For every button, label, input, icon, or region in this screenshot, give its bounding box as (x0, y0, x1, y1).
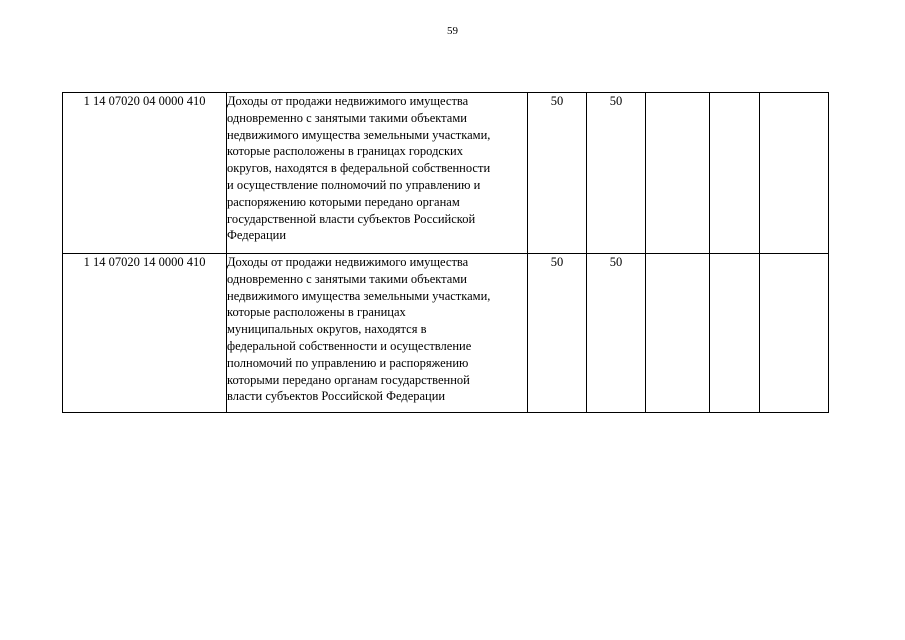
description-line: которые расположены в границах городских (227, 144, 463, 159)
description-line: недвижимого имущества земельными участками, (227, 288, 491, 303)
description-line: Доходы от продажи недвижимого имущества (227, 255, 469, 269)
revenue-code-cell: 1 14 07020 14 0000 410 (63, 254, 227, 413)
value-cell-col3: 50 (528, 254, 587, 413)
table-row (63, 93, 829, 254)
value-cell-col6 (710, 93, 760, 254)
value-cell-col3: 50 (528, 93, 587, 254)
table-row (63, 254, 829, 413)
description-line: одновременно с занятыми такими объектами (227, 110, 467, 125)
page-number: 59 (447, 25, 458, 37)
description-line: Федерации (227, 228, 287, 243)
description-line: которые расположены в границах (227, 305, 406, 320)
revenue-description-cell (227, 93, 528, 254)
description-line: муниципальных округов, находятся в (227, 322, 427, 337)
description-line: Доходы от продажи недвижимого имущества (227, 94, 469, 108)
description-line: и осуществление полномочий по управлению и (227, 177, 481, 192)
description-line: которыми передано органам государственной (227, 372, 470, 387)
description-line: государственной власти субъектов Российской (227, 211, 476, 226)
description-line: округов, находятся в федеральной собственности (227, 161, 491, 176)
budget-revenue-table (62, 92, 829, 413)
description-line: одновременно с занятыми такими объектами (227, 271, 467, 286)
revenue-code-cell: 1 14 07020 04 0000 410 (63, 93, 227, 254)
description-line: распоряжению которыми передано органам (227, 194, 460, 209)
value-cell-col7 (760, 254, 829, 413)
value-cell-col7 (760, 93, 829, 254)
value-cell-col4: 50 (587, 93, 646, 254)
value-cell-col4: 50 (587, 254, 646, 413)
value-cell-col6 (710, 254, 760, 413)
description-line: полномочий по управлению и распоряжению (227, 355, 469, 370)
description-line: недвижимого имущества земельными участками, (227, 127, 491, 142)
description-line: федеральной собственности и осуществление (227, 338, 472, 353)
value-cell-col5 (646, 93, 710, 254)
value-cell-col5 (646, 254, 710, 413)
description-line: власти субъектов Российской Федерации (227, 389, 446, 404)
revenue-description-cell (227, 254, 528, 413)
